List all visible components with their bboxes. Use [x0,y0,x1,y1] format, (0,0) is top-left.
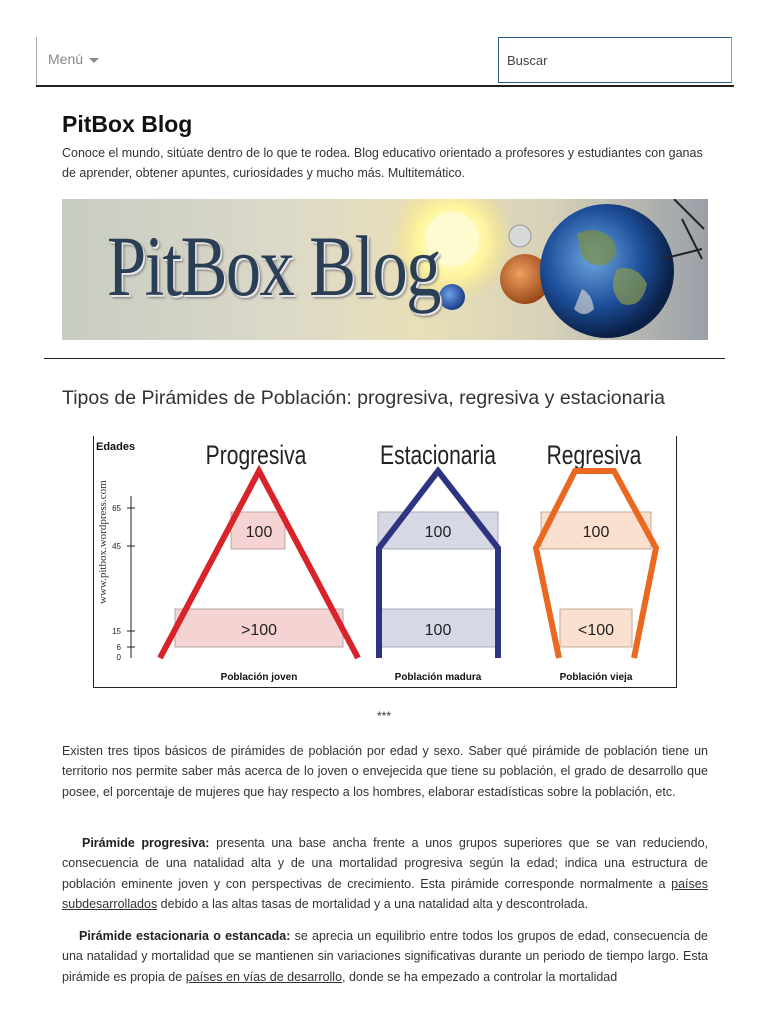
value-bottom-estacionaria: 100 [424,622,452,639]
y-axis-title: Edades [96,441,136,453]
value-top-regresiva: 100 [582,524,610,541]
site-title[interactable]: PitBox Blog [62,111,193,137]
site-description: Conoce el mundo, sitúate dentro de lo que te rodea. Blog educativo orientado a profesores y estudiantes con ganas de aprender, obtener apuntes, curiosidades y mucho más. Multitemático. [62,146,703,180]
paragraph-progresiva [62,833,708,914]
text-estacionaria-1: se aprecia un equilibrio entre todos los grupos de edad, consecuencia de una natalidad y mortalidad que se mantienen sin variaciones significativas durante un periodo de tiempo largo. Esta pirámide es propia de [62,929,708,984]
tick-65: 65 [112,504,121,513]
menu-divider [36,37,37,85]
tick-15: 15 [112,627,121,636]
value-top-progresiva: 100 [245,524,273,541]
value-bottom-regresiva: <100 [577,622,615,639]
watermark-text: www.pitbox.wordpress.com [97,480,109,604]
link-paises-en-vias-de-desarrollo[interactable]: países en vías de desarrollo [185,969,343,984]
earth-planet [540,204,674,338]
top-navigation-bar [36,37,734,87]
text-progresiva-1: presenta una base ancha frente a unos grupos superiores que se van reduciendo, consecuencia de una natalidad alta y de una mortalidad progresiva según la edad; indica una estructura de población eminente joven y con perspectivas de crecimiento. Esta pirámide corresponde normalmente a [62,836,709,891]
link-paises-subdesarrollados[interactable]: países subdesarrollados [62,876,708,911]
blue-planet [439,284,465,310]
population-pyramids-figure [93,436,677,688]
banner-logo-text: PitBox Blog [107,218,440,314]
pyramid-title-regresiva: Regresiva [546,440,642,471]
tick-45: 45 [112,542,121,551]
search-input[interactable] [498,37,732,83]
section-separator: *** [376,709,391,723]
value-top-estacionaria: 100 [424,524,452,541]
caption-progresiva: Población joven [220,672,298,683]
pyramid-title-progresiva: Progresiva [205,440,307,471]
text-estacionaria-2: , donde se ha empezado a controlar la mortalidad [342,969,618,984]
caption-estacionaria: Población madura [394,672,482,683]
tick-0: 0 [116,653,121,662]
term-progresiva: Pirámide progresiva: [82,836,210,850]
intro-paragraph: Existen tres tipos básicos de pirámides de población por edad y sexo. Saber qué pirámide de población tiene un territorio nos permite saber más acerca de lo joven o envejecida que tiene su población, el grado de desarrollo que posee, el porcentaje de mujeres que hay respecto a los hombres, elaborar estadísticas sobre la población, etc. [62,744,708,799]
pyramids-diagram [94,436,678,688]
pyramid-progresiva [160,441,358,683]
moon [509,225,531,247]
value-bottom-progresiva: >100 [240,622,278,639]
header-divider [44,358,725,359]
menu-label: Menú [48,51,84,67]
text-progresiva-2: debido a las altas tasas de mortalidad y a una natalidad alta y descontrolada. [157,896,589,911]
post-title: Tipos de Pirámides de Población: progresiva, regresiva y estacionaria [62,387,665,409]
pyramid-estacionaria [378,441,498,683]
pyramid-title-estacionaria: Estacionaria [380,440,496,471]
tick-6: 6 [116,643,121,652]
header-banner[interactable] [62,199,708,340]
paragraph-estacionaria [62,926,708,987]
menu-toggle[interactable] [48,51,99,67]
term-estacionaria: Pirámide estacionaria o estancada: [79,929,291,943]
caption-regresiva: Población vieja [559,672,633,683]
caret-down-icon [89,58,99,63]
pyramid-regresiva [536,441,656,683]
